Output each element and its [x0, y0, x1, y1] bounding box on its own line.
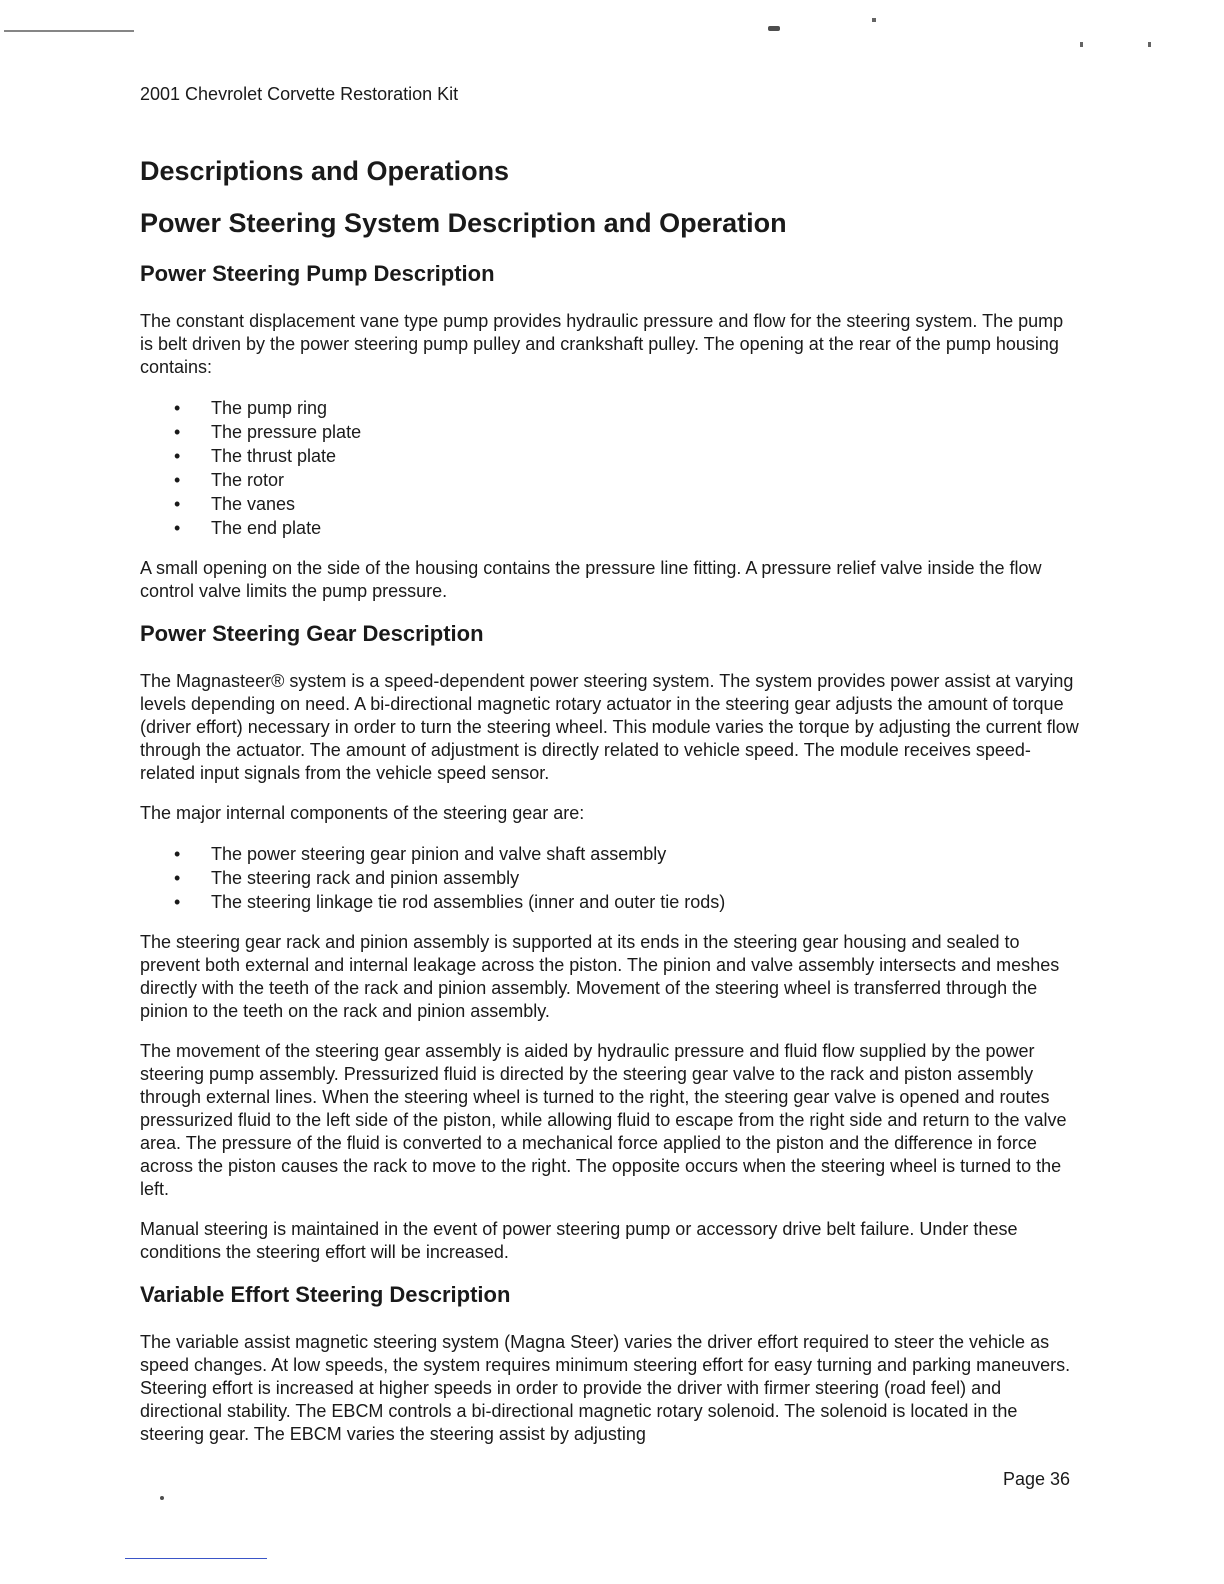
gear-paragraph-1: The Magnasteer® system is a speed-dependent power steering system. The system provides power assist at varying levels depending on need. A bi-directional magnetic rotary actuator in the steering gear adjusts the amount of torque (driver effort) necessary in order to turn the steering wheel. This module varies the torque by adjusting the current flow through the actuator. The amount of adjustment is directly related to vehicle speed. The module receives speed-related input signals from the vehicle speed sensor.	[140, 671, 1079, 783]
scan-artifact	[4, 30, 134, 32]
page-content	[140, 154, 1080, 1463]
pump-heading: Power Steering Pump Description	[140, 261, 495, 286]
gear-heading: Power Steering Gear Description	[140, 621, 484, 646]
list-item: • The pump ring	[174, 398, 328, 418]
bottom-rule	[125, 1558, 267, 1559]
pump-component-list	[140, 396, 1080, 540]
bullet-icon: •	[174, 398, 181, 418]
scan-artifact	[872, 18, 876, 22]
scan-artifact	[160, 1496, 164, 1500]
list-item: • The steering rack and pinion assembly	[174, 868, 520, 888]
list-item: • The steering linkage tie rod assemblies (inner and outer tie rods)	[174, 892, 726, 912]
running-header: 2001 Chevrolet Corvette Restoration Kit	[140, 84, 459, 104]
variable-effort-heading: Variable Effort Steering Description	[140, 1282, 511, 1307]
gear-paragraph-4: The movement of the steering gear assembly is aided by hydraulic pressure and fluid flow supplied by the power steering pump assembly. Pressurized fluid is directed by the steering gear valve to the rack and piston assembly through external lines. When the steering wheel is turned to the right, the steering gear valve is opened and routes pressurized fluid to the left side of the piston, while allowing fluid to escape from the right side and return to the valve area. The pressure of the fluid is converted to a mechanical force applied to the piston and the difference in force across the piston causes the rack to move to the right. The opposite occurs when the steering wheel is turned to the left.	[140, 1041, 1067, 1199]
gear-paragraph-3: The steering gear rack and pinion assembly is supported at its ends in the steering gear housing and sealed to prevent both external and internal leakage across the piston. The pinion and valve assembly intersects and meshes directly with the teeth of the rack and pinion assembly. Movement of the steering wheel is transferred through the pinion to the teeth on the rack and pinion assembly.	[140, 932, 1060, 1021]
list-item: • The end plate	[174, 518, 322, 538]
list-item: • The rotor	[174, 470, 285, 490]
gear-paragraph-5: Manual steering is maintained in the event of power steering pump or accessory drive belt failure. Under these conditions the steering effort will be increased.	[140, 1219, 1018, 1262]
page-number: Page 36	[1002, 1469, 1070, 1489]
section-heading: Descriptions and Operations	[140, 156, 510, 186]
bullet-icon: •	[174, 844, 181, 864]
bullet-icon: •	[174, 422, 181, 442]
scan-artifact	[1080, 42, 1083, 47]
gear-paragraph-2: The major internal components of the steering gear are:	[140, 803, 585, 823]
bullet-icon: •	[174, 868, 181, 888]
bullet-icon: •	[174, 892, 181, 912]
list-item: • The pressure plate	[174, 422, 362, 442]
bullet-icon: •	[174, 518, 181, 538]
scan-artifact	[1148, 42, 1151, 47]
list-item: • The thrust plate	[174, 446, 337, 466]
pump-outro-paragraph: A small opening on the side of the housing contains the pressure line fitting. A pressure relief valve inside the flow control valve limits the pump pressure.	[140, 558, 1042, 601]
scan-artifact	[768, 26, 780, 31]
list-item: • The power steering gear pinion and valve shaft assembly	[174, 844, 667, 864]
variable-effort-paragraph: The variable assist magnetic steering system (Magna Steer) varies the driver effort required to steer the vehicle as speed changes. At low speeds, the system requires minimum steering effort for easy turning and parking maneuvers. Steering effort is increased at higher speeds in order to provide the driver with firmer steering (road feel) and directional stability. The EBCM controls a bi-directional magnetic rotary solenoid. The solenoid is located in the steering gear. The EBCM varies the steering assist by adjusting	[140, 1332, 1071, 1444]
subsection-heading: Power Steering System Description and Operation	[140, 208, 787, 238]
pump-intro-paragraph: The constant displacement vane type pump provides hydraulic pressure and flow for the steering system. The pump is belt driven by the power steering pump pulley and crankshaft pulley. The opening at the rear of the pump housing contains:	[140, 311, 1064, 377]
bullet-icon: •	[174, 446, 181, 466]
bullet-icon: •	[174, 494, 181, 514]
bullet-icon: •	[174, 470, 181, 490]
gear-component-list	[140, 842, 1080, 914]
list-item: • The vanes	[174, 494, 296, 514]
